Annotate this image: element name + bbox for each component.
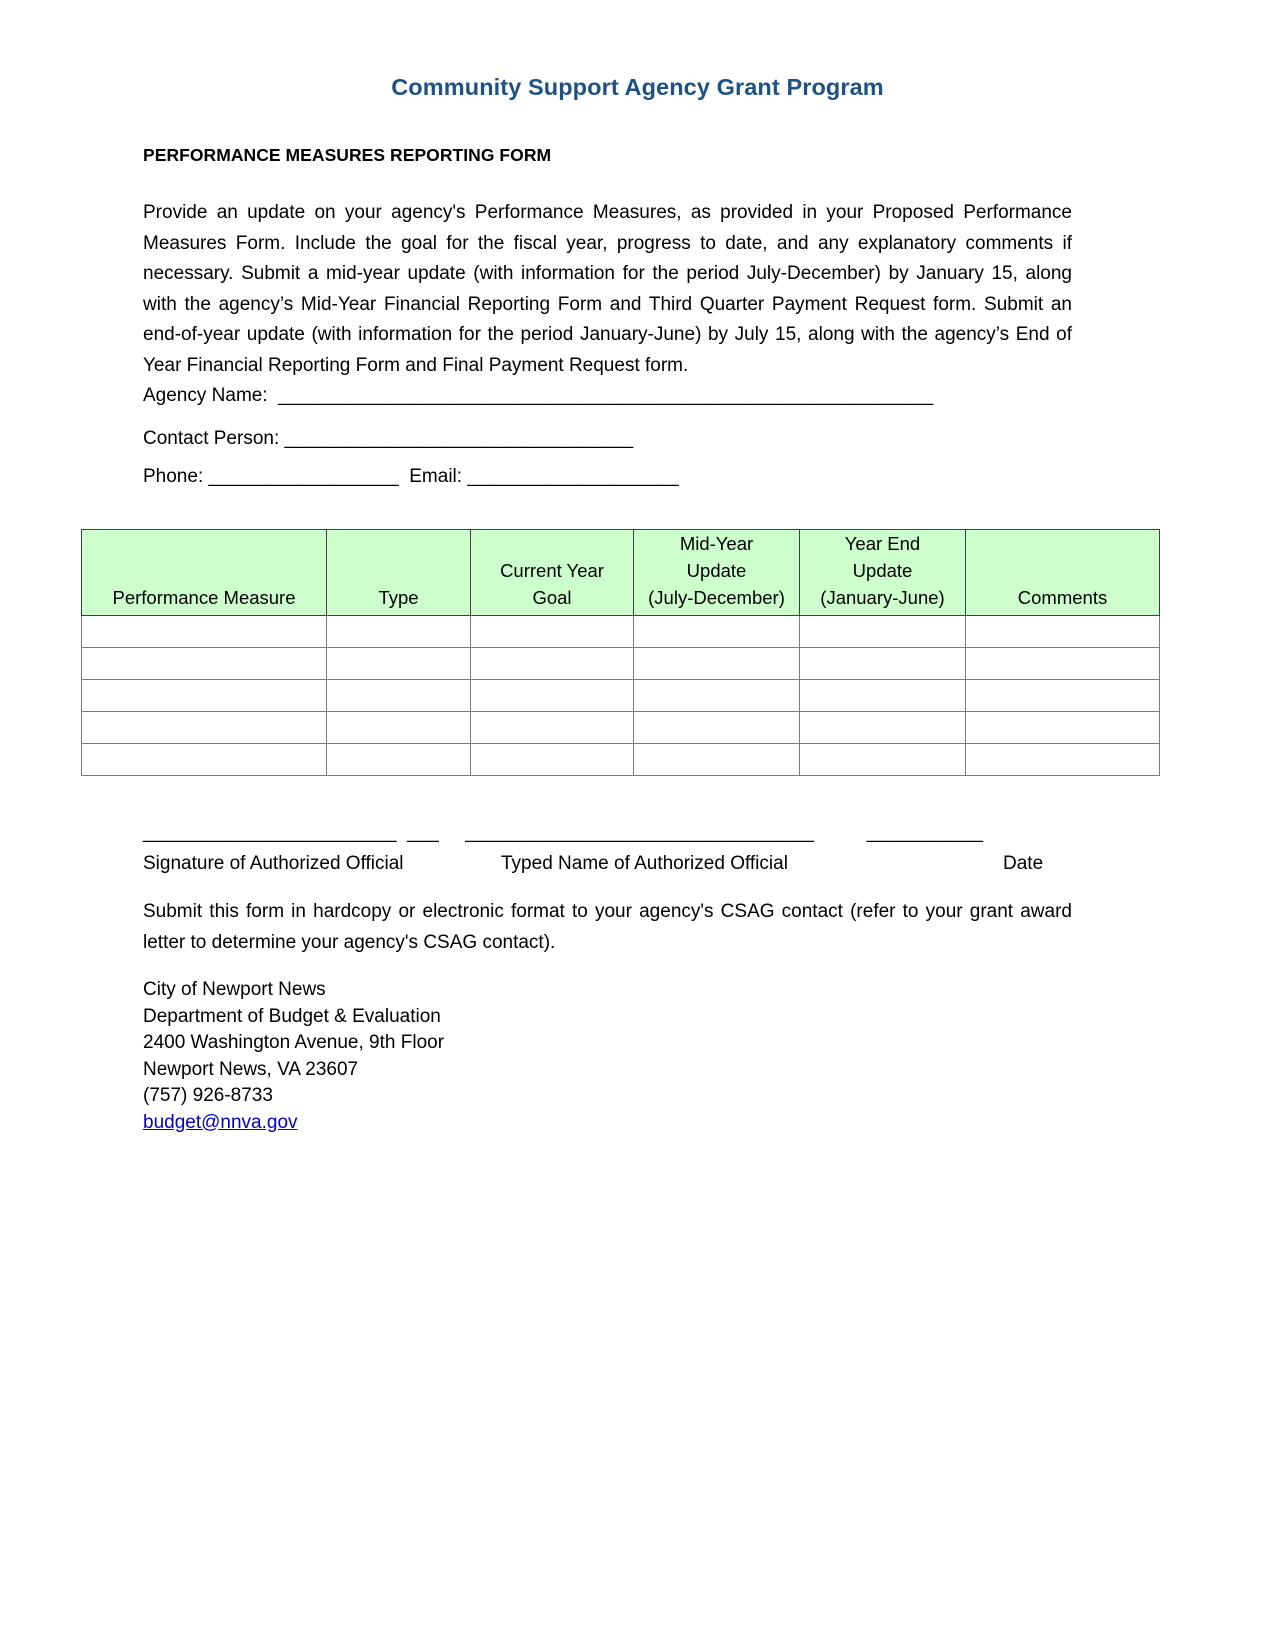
cell-comments[interactable] — [966, 712, 1160, 744]
cell-performance-measure[interactable] — [82, 616, 327, 648]
address-line-phone: (757) 926-8733 — [143, 1085, 273, 1106]
phone-email-field[interactable]: Phone: __________________ Email: ____________________ — [143, 466, 679, 487]
header-line-3: Goal — [532, 587, 572, 608]
cell-comments[interactable] — [966, 648, 1160, 680]
cell-comments[interactable] — [966, 680, 1160, 712]
cell-year-end-update[interactable] — [800, 680, 966, 712]
column-header-year-end-update — [800, 530, 966, 616]
cell-current-year-goal[interactable] — [471, 616, 634, 648]
table-row — [82, 712, 1160, 744]
cell-performance-measure[interactable] — [82, 680, 327, 712]
contact-address-block — [143, 977, 444, 1136]
cell-year-end-update[interactable] — [800, 616, 966, 648]
form-section-heading: PERFORMANCE MEASURES REPORTING FORM — [143, 145, 552, 165]
header-line-3: (July-December) — [648, 587, 785, 608]
header-line-3: (January-June) — [820, 587, 945, 608]
address-line-city: City of Newport News — [143, 979, 326, 1000]
signature-labels — [143, 849, 1072, 879]
agency-name-field[interactable]: Agency Name: ______________________________________________________________ — [143, 385, 934, 406]
email-link[interactable]: budget@nnva.gov — [143, 1111, 298, 1133]
cell-year-end-update[interactable] — [800, 712, 966, 744]
cell-type[interactable] — [327, 616, 471, 648]
column-header-mid-year-update — [634, 530, 800, 616]
instructions-paragraph: Provide an update on your agency's Performance Measures, as provided in your Proposed Performance Measures Form. Include the goal for the fiscal year, progress to date, and any explanatory comments if necessary. Submit a mid-year update (with information for the period July-December) by January 15, along with the agency’s Mid-Year Financial Reporting Form and Third Quarter Payment Request form. Submit an end-of-year update (with information for the period January-June) by July 15, along with the agency’s End of Year Financial Reporting Form and Final Payment Request form. — [143, 202, 1072, 376]
performance-measures-table — [81, 529, 1160, 776]
cell-performance-measure[interactable] — [82, 648, 327, 680]
cell-year-end-update[interactable] — [800, 744, 966, 776]
header-line-2: Update — [686, 560, 747, 581]
cell-type[interactable] — [327, 744, 471, 776]
column-header-comments — [966, 530, 1160, 616]
address-line-citystatezip: Newport News, VA 23607 — [143, 1058, 359, 1080]
table-row — [82, 744, 1160, 776]
typed-name-label: Typed Name of Authorized Official — [501, 852, 788, 874]
cell-performance-measure[interactable] — [82, 712, 327, 744]
cell-current-year-goal[interactable] — [471, 680, 634, 712]
header-line-1: Year End — [844, 533, 921, 554]
cell-comments[interactable] — [966, 744, 1160, 776]
signature-section — [143, 818, 1072, 879]
column-header-type — [327, 530, 471, 616]
cell-type[interactable] — [327, 648, 471, 680]
contact-person-field[interactable]: Contact Person: _________________________________ — [143, 428, 634, 449]
column-header-performance-measure — [82, 530, 327, 616]
cell-year-end-update[interactable] — [800, 648, 966, 680]
address-line-department: Department of Budget & Evaluation — [143, 1005, 441, 1027]
cell-comments[interactable] — [966, 616, 1160, 648]
header-line-3: Comments — [1017, 587, 1108, 608]
header-line-1: Mid-Year — [679, 533, 754, 554]
signature-label: Signature of Authorized Official — [143, 852, 404, 874]
cell-mid-year-update[interactable] — [634, 712, 800, 744]
address-line-street: 2400 Washington Avenue, 9th Floor — [143, 1032, 445, 1053]
cell-type[interactable] — [327, 712, 471, 744]
cell-mid-year-update[interactable] — [634, 616, 800, 648]
table-row — [82, 648, 1160, 680]
cell-current-year-goal[interactable] — [471, 744, 634, 776]
table-row — [82, 616, 1160, 648]
table-row — [82, 680, 1160, 712]
cell-current-year-goal[interactable] — [471, 712, 634, 744]
signature-rule-lines[interactable]: ________________________ ___ _________________________________ ___________ — [143, 822, 983, 843]
header-line-3: Type — [378, 587, 419, 608]
cell-type[interactable] — [327, 680, 471, 712]
submission-instructions: Submit this form in hardcopy or electronic format to your agency's CSAG contact (refer to your grant award letter to determine your agency's CSAG contact). — [143, 901, 1072, 953]
table-header-row — [82, 530, 1160, 616]
cell-mid-year-update[interactable] — [634, 680, 800, 712]
header-line-2: Update — [852, 560, 913, 581]
header-line-3: Performance Measure — [112, 587, 296, 608]
cell-mid-year-update[interactable] — [634, 648, 800, 680]
column-header-current-year-goal — [471, 530, 634, 616]
date-label: Date — [1003, 852, 1044, 874]
cell-current-year-goal[interactable] — [471, 648, 634, 680]
cell-mid-year-update[interactable] — [634, 744, 800, 776]
cell-performance-measure[interactable] — [82, 744, 327, 776]
header-line-2: Current Year — [500, 560, 604, 581]
page-title: Community Support Agency Grant Program — [391, 74, 884, 100]
